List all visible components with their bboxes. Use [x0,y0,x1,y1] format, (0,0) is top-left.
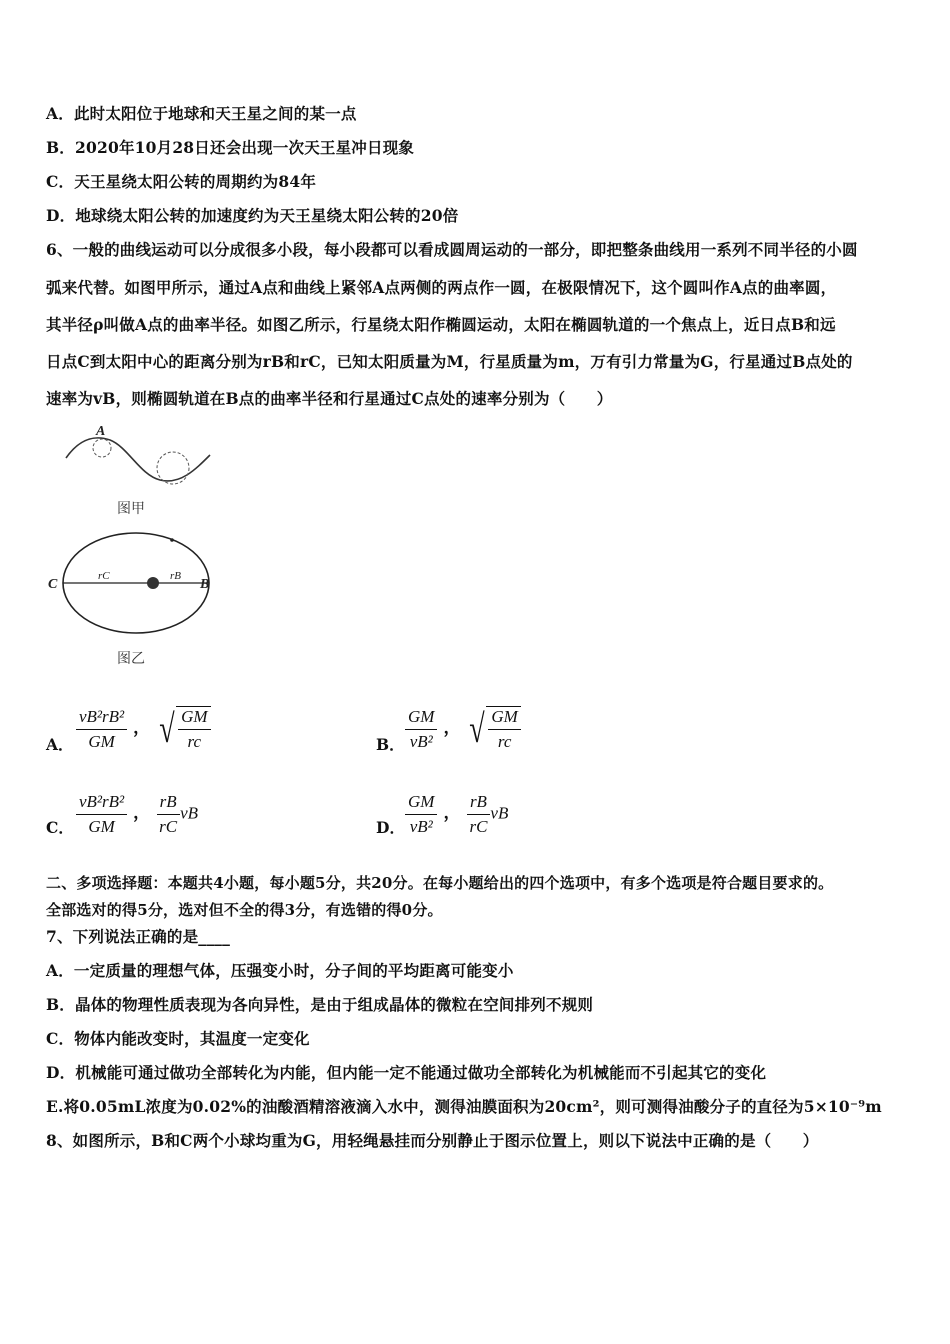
frac-num: vB²rB² [76,792,127,815]
q7-option-d: D．机械能可通过做功全部转化为内能，但内能一定不能通过做功全部转化为机械能而不引起其它的变化 [46,1063,767,1082]
frac-num: GM [405,707,437,730]
q5-option-a: A．此时太阳位于地球和天王星之间的某一点 [46,104,357,123]
q8-stem: 8、如图所示，B和C两个小球均重为G，用轻绳悬挂而分别静止于图示位置上，则以下说法中正确的是（ ） [46,1131,819,1150]
frac-num: rB [467,792,490,815]
q7-option-b: B．晶体的物理性质表现为各向异性，是由于组成晶体的微粒在空间排列不规则 [46,995,594,1014]
point-a-label: A [96,424,106,439]
q6-option-d-formula: $\frac{GM}{\text{vB²}}$ ， $\frac{rB}{rC}$ vB [405,792,508,837]
rb-label: rB [170,570,181,582]
frac-num: GM [405,792,437,815]
q6-stem-line-5: 速率为vB，则椭圆轨道在B点的曲率半径和行星通过C点处的速率分别为（ ） [46,389,613,408]
frac-den: rC [469,817,488,836]
q7-option-a: A．一定质量的理想气体，压强变小时，分子间的平均距离可能变小 [46,961,514,980]
frac-num: GM [488,707,520,730]
frac-den: GM [88,731,115,751]
figure-curve [60,420,220,495]
planet-dot [170,538,174,542]
frac-den: rc [497,732,512,751]
frac-den: vB² [409,731,433,751]
q6-option-c-formula: $\frac{\text{vB²rB²}}{GM}$ ， $\frac{rB}{rC}$ vB [76,792,198,837]
point-c-label: C [48,577,58,592]
q7-option-e: E.将0.05mL浓度为0.02%的油酸酒精溶液滴入水中，测得油膜面积为20cm²，则可测得油酸分子的直径为5×10⁻⁹m [46,1097,882,1116]
q5-option-b: B．2020年10月28日还会出现一次天王星冲日现象 [46,138,415,157]
frac-den: GM [88,817,115,836]
q6-option-a-formula: $\frac{\text{vB²rB²}}{GM}$ ， √ $\frac{GM}{rc}$ [76,706,211,752]
frac-den: rc [187,732,202,751]
rc-label: rC [98,570,110,582]
q6-stem-line-4: 日点C到太阳中心的距离分别为rB和rC，已知太阳质量为M，行星质量为m，万有引力常量为G，行星通过B点处的 [46,352,853,371]
section-2-heading-line-1: 二、多项选择题：本题共4小题，每小题5分，共20分。在每小题给出的四个选项中，有多个选项是符合题目要求的。 [46,874,834,892]
q6-option-b-formula: $\frac{GM}{\text{vB²}}$ ， √ $\frac{GM}{rc}$ [405,706,521,752]
q7-option-c: C．物体内能改变时，其温度一定变化 [46,1029,310,1048]
frac-num: vB²rB² [76,707,127,730]
q6-option-c-label: C． [46,818,74,837]
q5-option-c: C．天王星绕太阳公转的周期约为84年 [46,172,317,191]
frac-den: rC [159,817,178,836]
curvature-circle-small [93,439,111,457]
curve-path [66,438,210,481]
q6-stem-line-1: 6、一般的曲线运动可以分成很多小段，每小段都可以看成圆周运动的一部分，即把整条曲线用一系列不同半径的小圆 [46,240,858,259]
q6-stem-line-2: 弧来代替。如图甲所示，通过A点和曲线上紧邻A点两侧的两点作一圆，在极限情况下，这个圆叫作A点的曲率圆， [46,278,837,297]
q5-option-d: D．地球绕太阳公转的加速度约为天王星绕太阳公转的20倍 [46,206,459,225]
frac-num: GM [178,707,210,730]
q6-option-b-label: B． [376,735,405,754]
frac-num: rB [157,792,180,815]
figure-yi-caption: 图乙 [117,651,145,667]
sun-dot [147,577,159,589]
frac-den: vB² [409,817,433,836]
figure-jia-caption: 图甲 [117,501,145,517]
curvature-circle-large [157,452,189,484]
figure-ellipse [44,528,224,643]
q6-option-a-label: A． [46,735,74,754]
section-2-heading-line-2: 全部选对的得5分，选对但不全的得3分，有选错的得0分。 [46,901,443,919]
frac-tail: vB [180,803,199,823]
q6-stem-line-3: 其半径ρ叫做A点的曲率半径。如图乙所示，行星绕太阳作椭圆运动，太阳在椭圆轨道的一个焦点上，近日点B和远 [46,315,836,334]
q6-option-d-label: D． [376,818,405,837]
point-b-label: B [200,577,210,592]
frac-tail: vB [490,803,509,823]
q7-stem: 7、下列说法正确的是____ [46,927,231,946]
